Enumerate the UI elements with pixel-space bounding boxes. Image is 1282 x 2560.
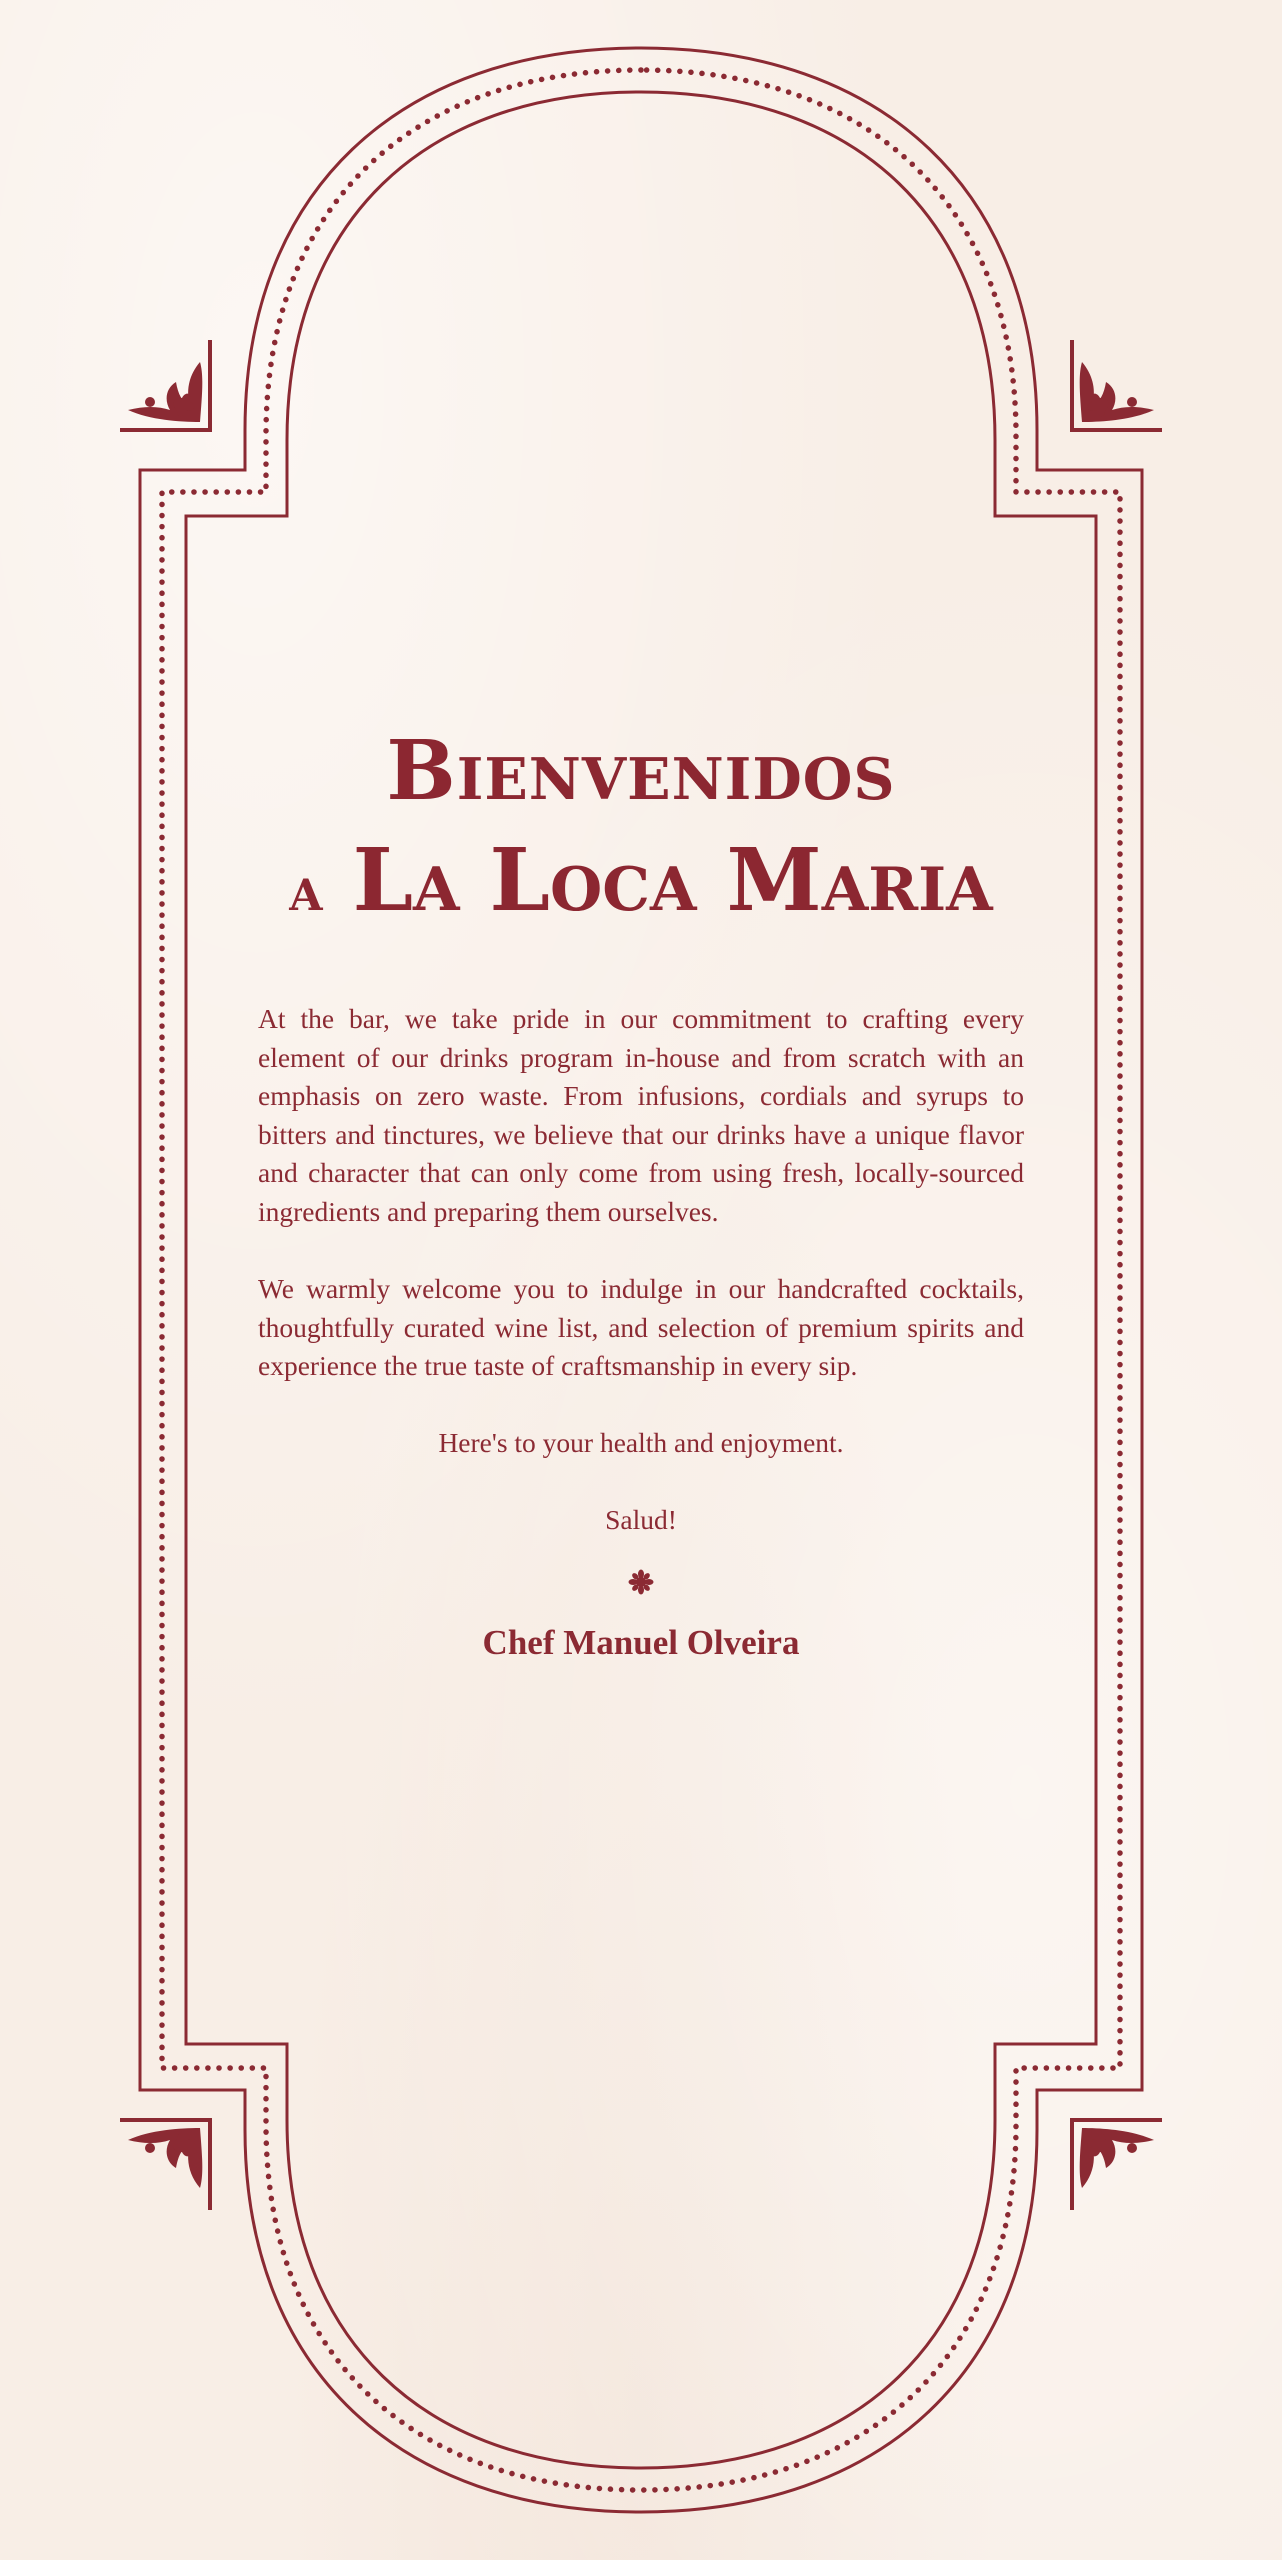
heading-venue-name <box>258 830 1024 931</box>
heading-welcome: Bienvenidos <box>386 723 896 819</box>
welcome-paragraph: We warmly welcome you to indulge in our handcrafted cocktails, thoughtfully curated wine list, and selection of premium spirits and experience the true taste of craftsmanship in every sip. <box>258 1273 1024 1381</box>
corner-flourish-bottom-right <box>1072 2120 1162 2210</box>
corner-flourish-top-right <box>1072 340 1162 430</box>
intro-paragraph: At the bar, we take pride in our commitment to crafting every element of our drinks program in-house and from scratch with an emphasis on zero waste. From infusions, cordials and syrups to bitters and tinctures, we believe that our drinks have a unique flavor and character that can only come from using fresh, locally-sourced ingredients and preparing them ourselves. <box>258 1003 1024 1227</box>
corner-flourish-bottom-left <box>120 2120 210 2210</box>
star-flower-icon <box>628 1569 654 1595</box>
chef-signature: Chef Manuel Olveira <box>482 1622 800 1662</box>
heading-venue: La Loca Maria <box>352 830 993 931</box>
welcome-content <box>258 723 1024 1665</box>
corner-flourish-top-left <box>120 340 210 430</box>
salud-line: Salud! <box>605 1503 677 1535</box>
heading-prefix: a <box>289 852 323 925</box>
toast-line: Here's to your health and enjoyment. <box>438 1426 844 1458</box>
